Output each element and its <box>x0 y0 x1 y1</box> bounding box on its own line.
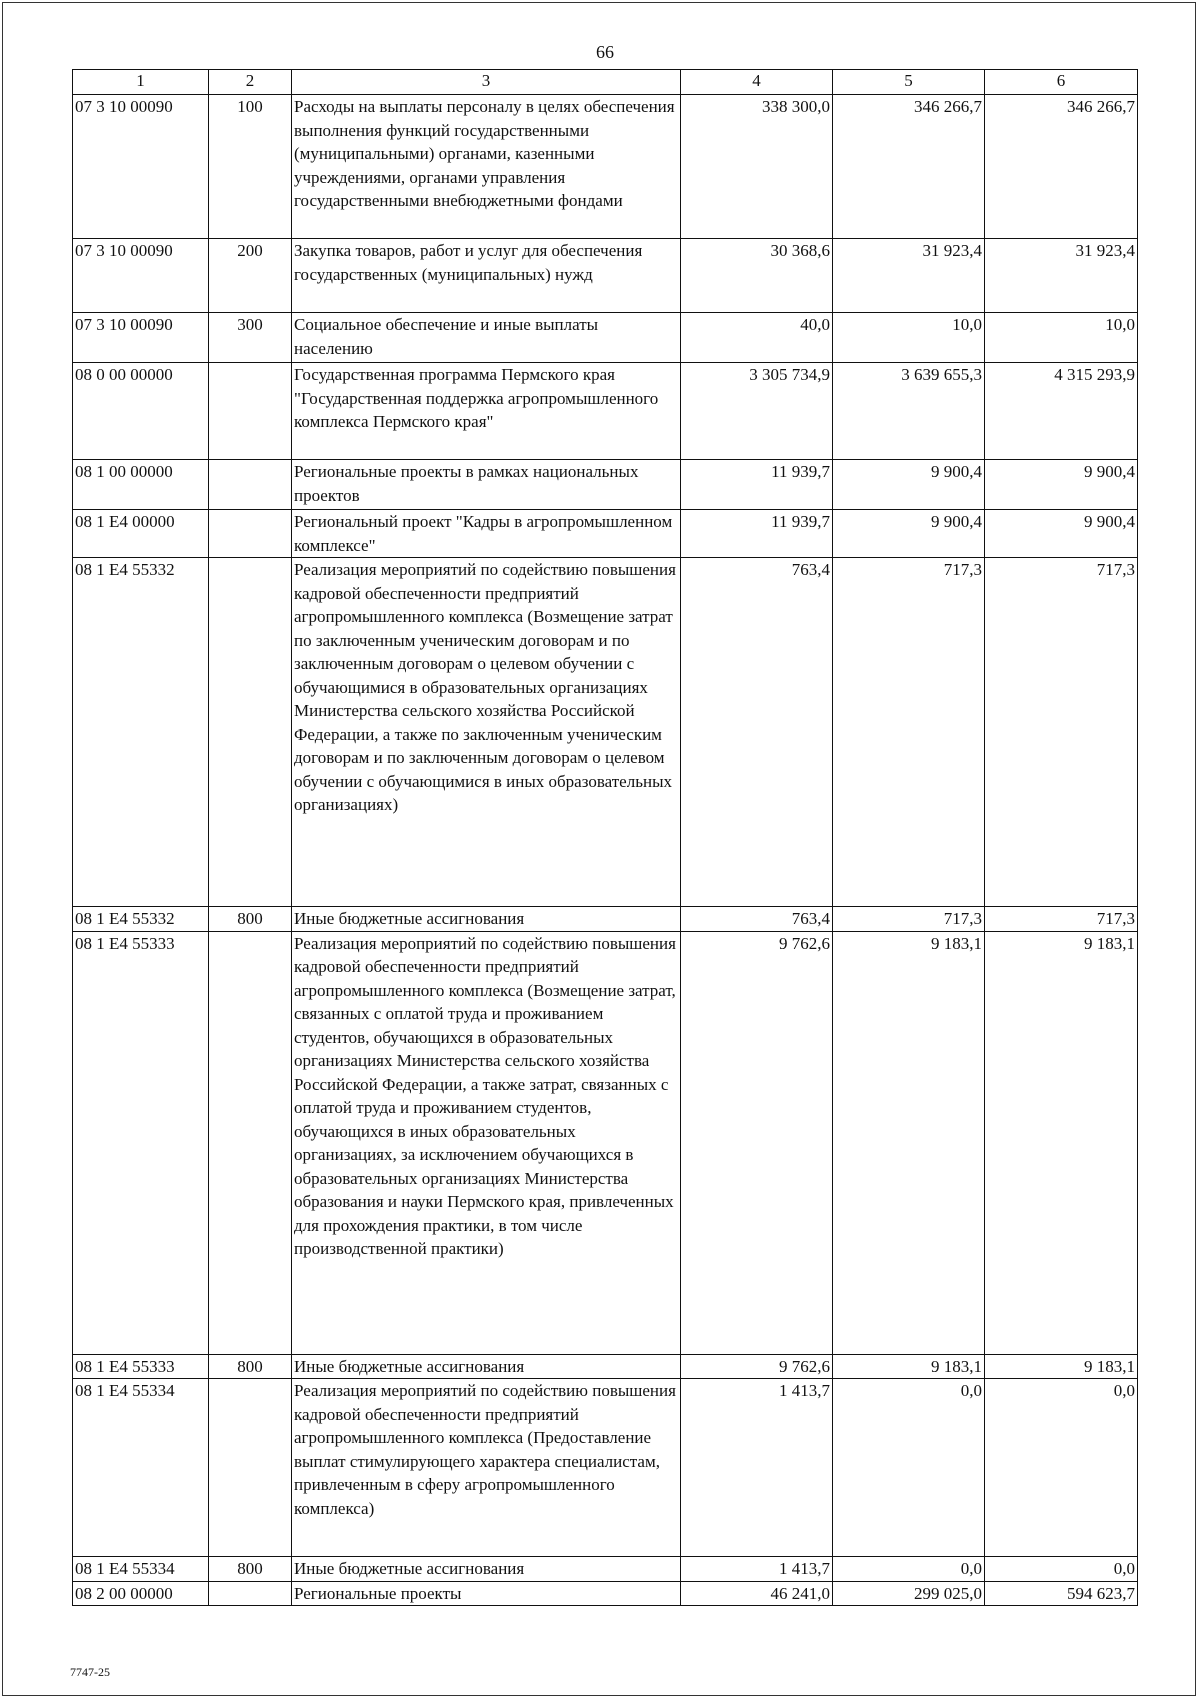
table-row <box>73 558 1138 907</box>
row-value-col6: 717,3 <box>985 907 1138 932</box>
row-value-col5: 346 266,7 <box>833 95 985 239</box>
row-expense-type <box>209 363 292 460</box>
column-header-1: 1 <box>73 70 209 95</box>
row-value-col4: 763,4 <box>681 907 833 932</box>
table-row <box>73 239 1138 313</box>
row-value-col4: 46 241,0 <box>681 1581 833 1606</box>
row-code: 08 1 00 00000 <box>73 460 209 510</box>
row-description: Иные бюджетные ассигнования <box>292 1557 681 1582</box>
row-description: Социальное обеспечение и иные выплаты населению <box>292 313 681 363</box>
row-value-col5: 9 900,4 <box>833 510 985 558</box>
column-header-2: 2 <box>209 70 292 95</box>
row-value-col5: 3 639 655,3 <box>833 363 985 460</box>
row-expense-type <box>209 460 292 510</box>
row-value-col5: 0,0 <box>833 1557 985 1582</box>
row-value-col6: 717,3 <box>985 558 1138 907</box>
row-description: Реализация мероприятий по содействию повышения кадровой обеспеченности предприятий агропромышленного комплекса (Предоставление выплат стимулирующего характера специалистам, привлеченным в сферу агропромышленного комплекса) <box>292 1379 681 1557</box>
row-code: 07 3 10 00090 <box>73 95 209 239</box>
row-value-col5: 717,3 <box>833 558 985 907</box>
row-value-col5: 9 183,1 <box>833 1354 985 1379</box>
row-code: 08 1 E4 55333 <box>73 931 209 1354</box>
row-value-col6: 9 900,4 <box>985 460 1138 510</box>
row-description: Расходы на выплаты персоналу в целях обеспечения выполнения функций государственными (муниципальными) органами, казенными учреждениями, органами управления государственными внебюджетными фондами <box>292 95 681 239</box>
row-code: 08 2 00 00000 <box>73 1581 209 1606</box>
row-value-col6: 9 183,1 <box>985 1354 1138 1379</box>
table-row <box>73 363 1138 460</box>
column-number-row <box>73 70 1138 95</box>
column-header-3: 3 <box>292 70 681 95</box>
table-row <box>73 1557 1138 1582</box>
column-header-4: 4 <box>681 70 833 95</box>
row-expense-type <box>209 1379 292 1557</box>
row-description: Иные бюджетные ассигнования <box>292 907 681 932</box>
table-row <box>73 1379 1138 1557</box>
row-value-col6: 0,0 <box>985 1379 1138 1557</box>
row-expense-type: 100 <box>209 95 292 239</box>
row-code: 08 1 E4 00000 <box>73 510 209 558</box>
row-expense-type <box>209 558 292 907</box>
row-description: Реализация мероприятий по содействию повышения кадровой обеспеченности предприятий агропромышленного комплекса (Возмещение затрат по заключенным ученическим договорам и по заключенным договорам о целевом обучении с обучающимися в образовательных организациях Министерства сельского хозяйства Российской Федерации, а также по заключенным ученическим договорам и по заключенным договорам о целевом обучении с обучающимися в иных образовательных организациях) <box>292 558 681 907</box>
table-row <box>73 1354 1138 1379</box>
row-code: 08 1 E4 55332 <box>73 558 209 907</box>
row-description: Реализация мероприятий по содействию повышения кадровой обеспеченности предприятий агропромышленного комплекса (Возмещение затрат, связанных с оплатой труда и проживанием студентов, обучающихся в образовательных организациях Министерства сельского хозяйства Российской Федерации, а также затрат, связанных с оплатой труда и проживанием студентов, обучающихся в иных образовательных организациях, за исключением обучающихся в образовательных организациях Министерства образования и науки Пермского края, привлеченных для прохождения практики, в том числе производственной практики) <box>292 931 681 1354</box>
row-value-col5: 9 183,1 <box>833 931 985 1354</box>
row-code: 08 1 E4 55334 <box>73 1379 209 1557</box>
row-value-col5: 0,0 <box>833 1379 985 1557</box>
table-row <box>73 95 1138 239</box>
row-value-col6: 0,0 <box>985 1557 1138 1582</box>
row-value-col6: 4 315 293,9 <box>985 363 1138 460</box>
row-description: Региональный проект "Кадры в агропромышленном комплексе" <box>292 510 681 558</box>
row-code: 08 1 E4 55333 <box>73 1354 209 1379</box>
row-value-col4: 1 413,7 <box>681 1557 833 1582</box>
row-expense-type: 800 <box>209 1557 292 1582</box>
row-value-col4: 338 300,0 <box>681 95 833 239</box>
document-code: 7747-25 <box>70 1665 110 1679</box>
row-value-col4: 1 413,7 <box>681 1379 833 1557</box>
row-value-col6: 9 900,4 <box>985 510 1138 558</box>
column-header-6: 6 <box>985 70 1138 95</box>
row-description: Государственная программа Пермского края "Государственная поддержка агропромышленного комплекса Пермского края" <box>292 363 681 460</box>
row-expense-type: 300 <box>209 313 292 363</box>
row-expense-type <box>209 510 292 558</box>
row-expense-type <box>209 931 292 1354</box>
row-code: 08 1 E4 55332 <box>73 907 209 932</box>
row-expense-type: 800 <box>209 1354 292 1379</box>
row-code: 08 0 00 00000 <box>73 363 209 460</box>
row-value-col6: 594 623,7 <box>985 1581 1138 1606</box>
row-value-col6: 9 183,1 <box>985 931 1138 1354</box>
row-expense-type <box>209 1581 292 1606</box>
row-code: 08 1 E4 55334 <box>73 1557 209 1582</box>
table-row <box>73 931 1138 1354</box>
row-description: Региональные проекты в рамках национальных проектов <box>292 460 681 510</box>
page-number: 66 <box>596 42 614 62</box>
table-row <box>73 1581 1138 1606</box>
row-value-col5: 299 025,0 <box>833 1581 985 1606</box>
row-code: 07 3 10 00090 <box>73 239 209 313</box>
row-value-col5: 31 923,4 <box>833 239 985 313</box>
row-expense-type: 200 <box>209 239 292 313</box>
table-row <box>73 510 1138 558</box>
row-value-col4: 11 939,7 <box>681 510 833 558</box>
row-value-col6: 346 266,7 <box>985 95 1138 239</box>
row-value-col4: 40,0 <box>681 313 833 363</box>
row-description: Региональные проекты <box>292 1581 681 1606</box>
table-row <box>73 313 1138 363</box>
row-value-col4: 30 368,6 <box>681 239 833 313</box>
row-description: Закупка товаров, работ и услуг для обеспечения государственных (муниципальных) нужд <box>292 239 681 313</box>
row-value-col6: 10,0 <box>985 313 1138 363</box>
row-value-col5: 10,0 <box>833 313 985 363</box>
table-row <box>73 907 1138 932</box>
column-header-5: 5 <box>833 70 985 95</box>
row-expense-type: 800 <box>209 907 292 932</box>
row-value-col5: 717,3 <box>833 907 985 932</box>
row-value-col4: 763,4 <box>681 558 833 907</box>
row-value-col4: 9 762,6 <box>681 1354 833 1379</box>
budget-table <box>72 69 1138 1606</box>
row-code: 07 3 10 00090 <box>73 313 209 363</box>
row-value-col4: 3 305 734,9 <box>681 363 833 460</box>
table-row <box>73 460 1138 510</box>
row-value-col6: 31 923,4 <box>985 239 1138 313</box>
row-value-col5: 9 900,4 <box>833 460 985 510</box>
row-value-col4: 11 939,7 <box>681 460 833 510</box>
row-description: Иные бюджетные ассигнования <box>292 1354 681 1379</box>
row-value-col4: 9 762,6 <box>681 931 833 1354</box>
